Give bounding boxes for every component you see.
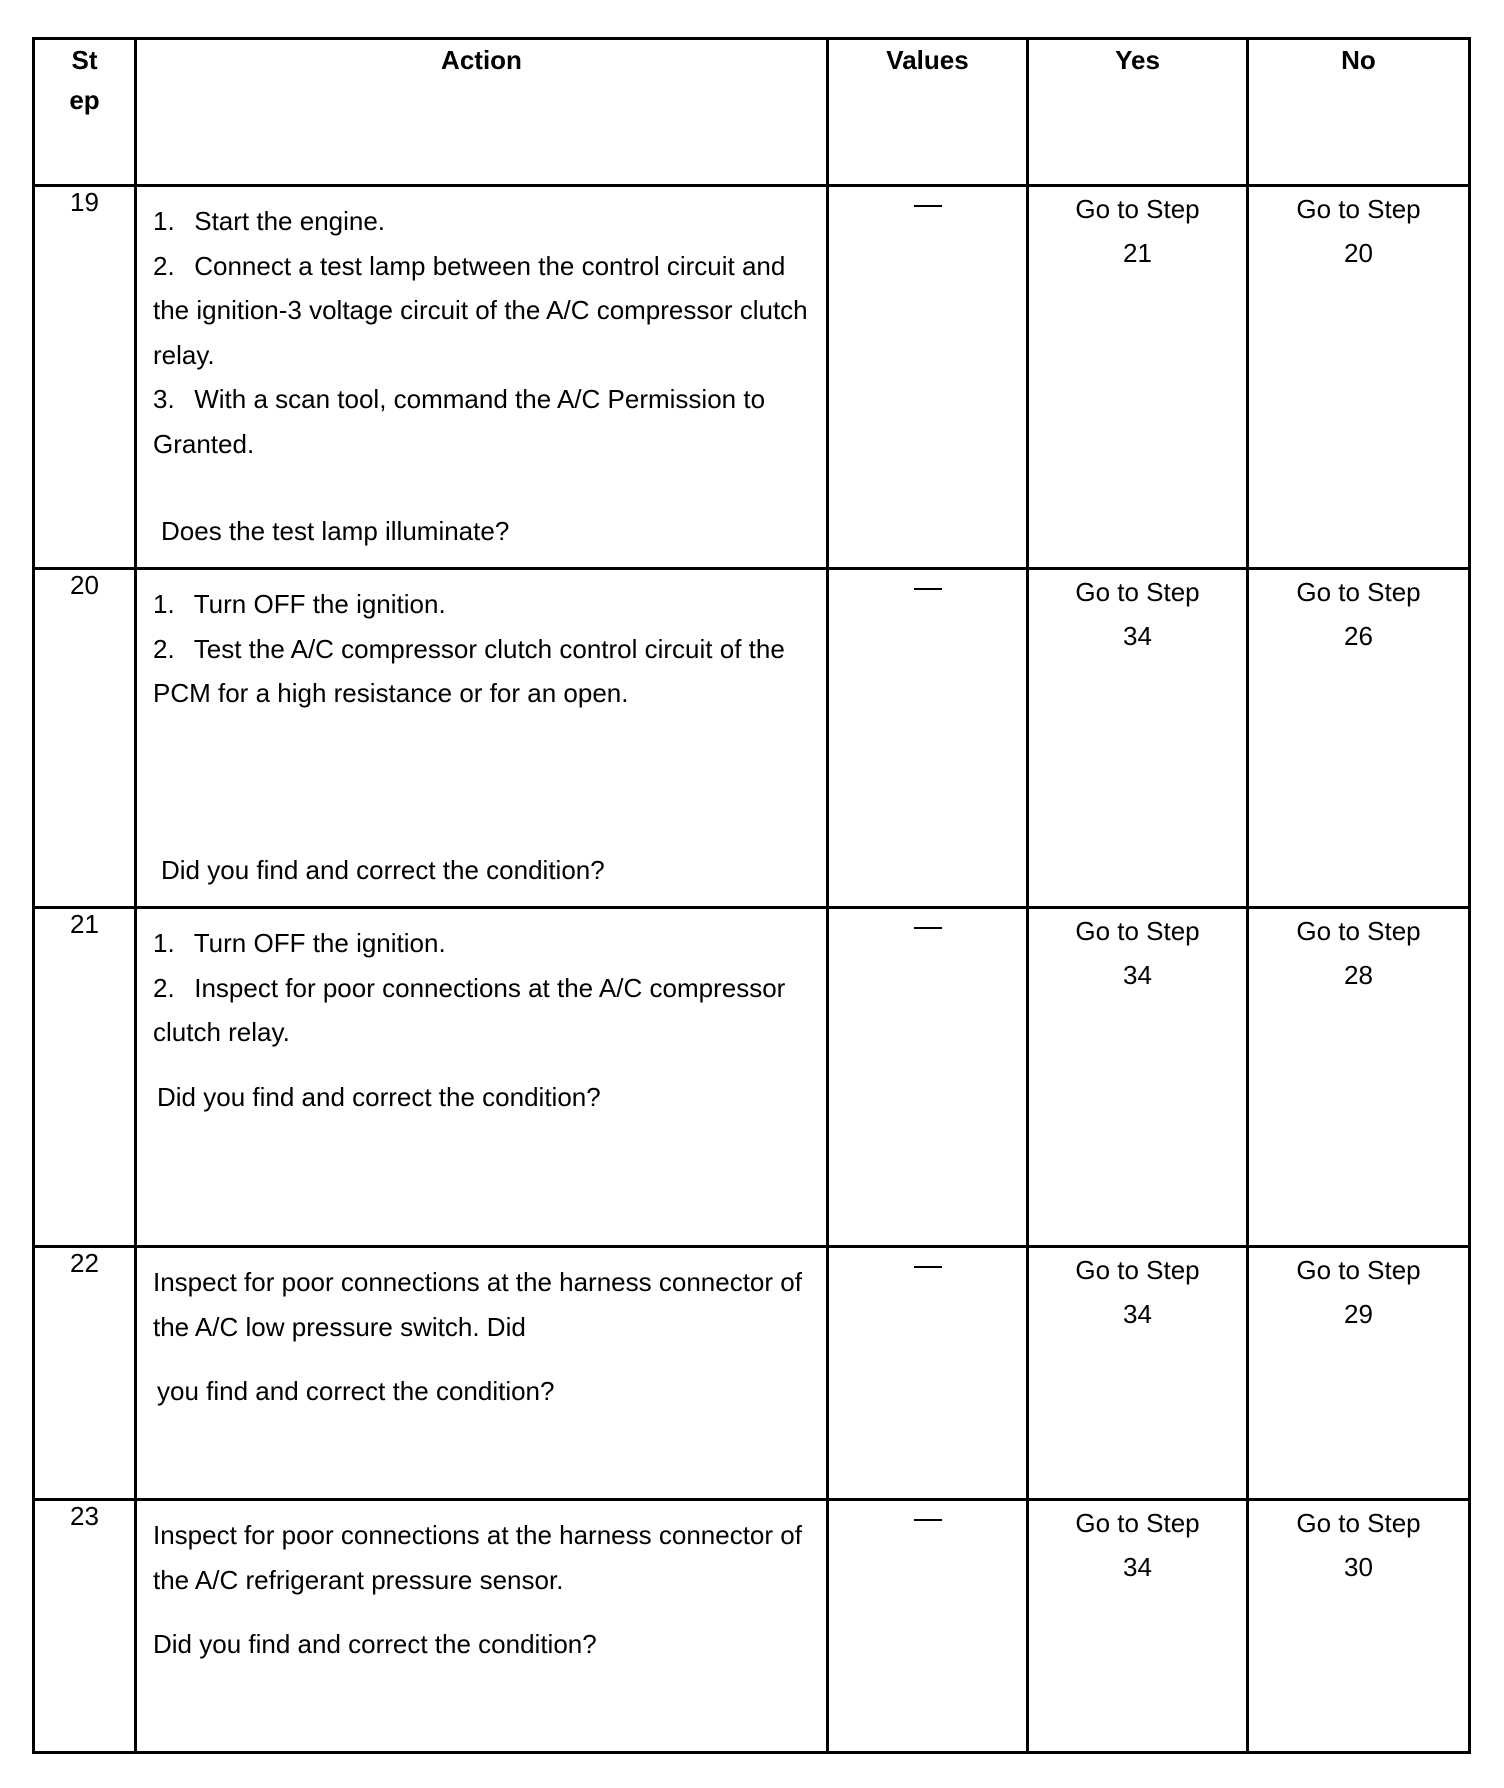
action-cell [136, 569, 828, 908]
dash-mark [914, 1266, 942, 1268]
table-row [34, 569, 1470, 908]
action-item: 1. Start the engine. [153, 206, 386, 236]
yes-step: 34 [1123, 1552, 1152, 1582]
table-row [34, 1247, 1470, 1500]
values-cell [828, 186, 1028, 569]
action-question: Did you find and correct the condition? [153, 1629, 597, 1659]
action-cell [136, 186, 828, 569]
yes-step: 34 [1123, 621, 1152, 651]
yes-cell: Go to Step 34 [1028, 1500, 1248, 1753]
action-question: Did you find and correct the condition? [161, 854, 605, 885]
values-cell [828, 569, 1028, 908]
no-cell: Go to Step 20 [1248, 186, 1470, 569]
step-number: 20 [34, 569, 136, 908]
header-step: St ep [34, 39, 136, 186]
no-step: 30 [1344, 1552, 1373, 1582]
action-question: Does the test lamp illuminate? [161, 515, 510, 546]
action-item: 2. Connect a test lamp between the control circuit and the ignition-3 voltage circuit of the A/C compressor clutch relay. [153, 250, 808, 370]
table-row [34, 186, 1470, 569]
values-cell [828, 1247, 1028, 1500]
yes-step: 34 [1123, 960, 1152, 990]
action-cell [136, 1247, 828, 1500]
values-cell [828, 1500, 1028, 1753]
dash-mark [914, 927, 942, 929]
no-cell: Go to Step 29 [1248, 1247, 1470, 1500]
yes-step: 34 [1123, 1299, 1152, 1329]
no-cell: Go to Step 26 [1248, 569, 1470, 908]
yes-cell: Go to Step 21 [1028, 186, 1248, 569]
dash-mark [914, 588, 942, 590]
header-values: Values [828, 39, 1028, 186]
header-action: Action [136, 39, 828, 186]
step-number: 19 [34, 186, 136, 569]
no-step: 20 [1344, 238, 1373, 268]
yes-step: 21 [1123, 238, 1152, 268]
step-number: 23 [34, 1500, 136, 1753]
yes-cell: Go to Step 34 [1028, 1247, 1248, 1500]
header-yes: Yes [1028, 39, 1248, 186]
action-cell [136, 1500, 828, 1753]
no-cell: Go to Step 28 [1248, 908, 1470, 1247]
dash-mark [914, 205, 942, 207]
no-step: 29 [1344, 1299, 1373, 1329]
no-step: 28 [1344, 960, 1373, 990]
values-cell [828, 908, 1028, 1247]
action-item: 2. Inspect for poor connections at the A/C compressor clutch relay. [153, 972, 786, 1047]
yes-cell: Go to Step 34 [1028, 569, 1248, 908]
step-number: 21 [34, 908, 136, 1247]
no-cell: Go to Step 30 [1248, 1500, 1470, 1753]
table-row [34, 908, 1470, 1247]
action-question: you find and correct the condition? [157, 1376, 555, 1406]
header-row [34, 39, 1470, 186]
header-no: No [1248, 39, 1470, 186]
action-item: 3. With a scan tool, command the A/C Permission to Granted. [153, 384, 766, 459]
action-text: Inspect for poor connections at the harness connector of the A/C low pressure switch. Did [153, 1267, 802, 1342]
action-item: 1. Turn OFF the ignition. [153, 589, 446, 619]
action-question: Did you find and correct the condition? [157, 1081, 601, 1112]
action-text: Inspect for poor connections at the harness connector of the A/C refrigerant pressure sensor. [153, 1520, 802, 1595]
action-cell [136, 908, 828, 1247]
action-item: 2. Test the A/C compressor clutch control circuit of the PCM for a high resistance or for an open. [153, 633, 785, 708]
diagnostic-steps-table [32, 37, 1471, 1754]
step-number: 22 [34, 1247, 136, 1500]
table-row [34, 1500, 1470, 1753]
dash-mark [914, 1519, 942, 1521]
no-step: 26 [1344, 621, 1373, 651]
action-item: 1. Turn OFF the ignition. [153, 928, 446, 958]
yes-cell: Go to Step 34 [1028, 908, 1248, 1247]
